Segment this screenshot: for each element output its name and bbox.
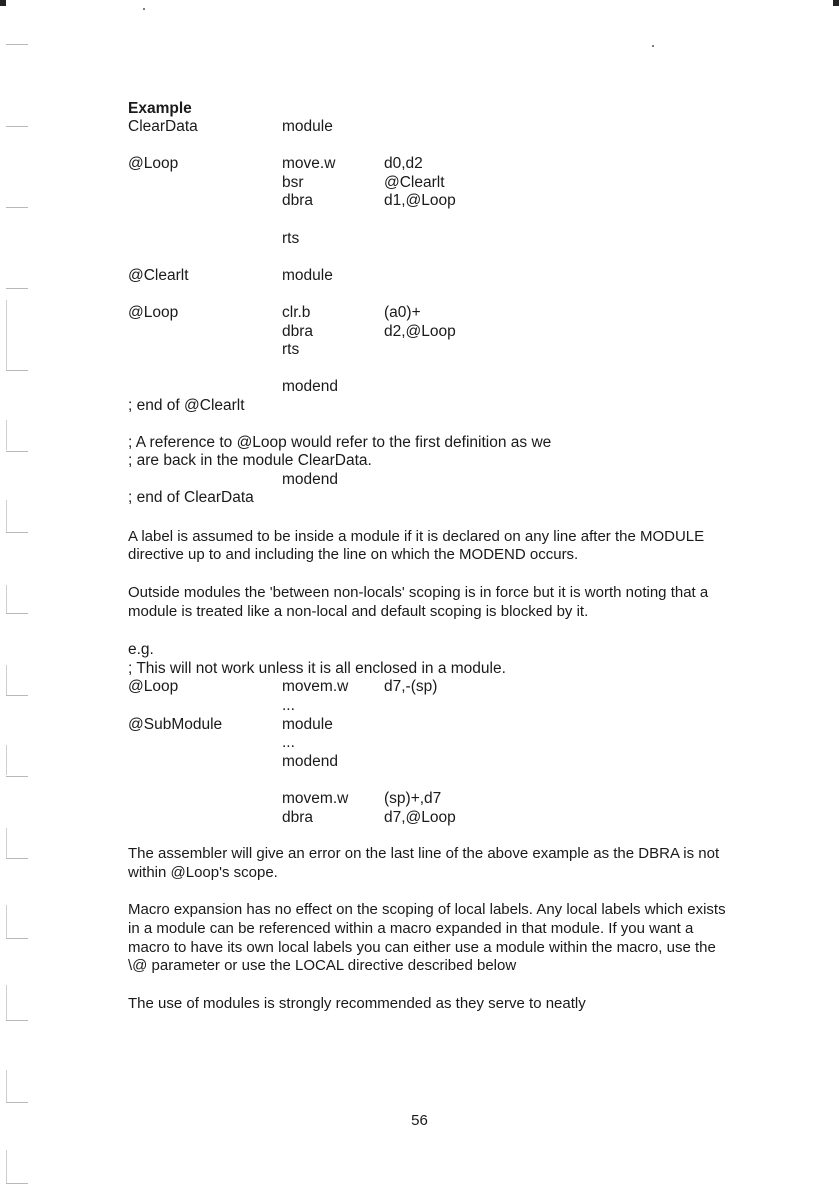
code-label: @Loop (128, 155, 179, 173)
code-comment: ; end of ClearData (128, 489, 254, 507)
body-paragraph: Macro expansion has no effect on the scoping of local labels. Any local labels which exists in a module can be referenced within a macro expanded in that module. If you want a macro to have its own local labels you can either use a module within the macro, use the \@ parameter or use the LOCAL directive described below (128, 901, 726, 975)
scan-speck (652, 45, 654, 47)
code-label: @Loop (128, 678, 179, 696)
code-opcode: movem.w (282, 678, 349, 696)
code-label: @SubModule (128, 715, 223, 733)
page-number: 56 (411, 1112, 428, 1129)
code-label: @Clearlt (128, 266, 189, 284)
code-opcode: move.w (282, 155, 336, 173)
code-opcode: modend (282, 470, 339, 488)
code-opcode: dbra (282, 322, 314, 340)
code-opcode: modend (282, 752, 339, 770)
code-line (128, 378, 728, 397)
code-comment: ; are back in the module ClearData. (128, 452, 372, 470)
code-line (128, 809, 728, 828)
code-operand: d7,-(sp) (384, 678, 438, 696)
code-line (128, 230, 728, 249)
page-content (128, 100, 728, 1013)
code-listing-1 (128, 118, 728, 416)
code-operand: (a0)+ (384, 303, 421, 321)
code-opcode: bsr (282, 173, 304, 191)
code-opcode: module (282, 715, 333, 733)
body-paragraph: Outside modules the 'between non-locals' scoping is in force but it is worth noting that a module is treated like a non-local and default scoping is blocked by it. (128, 584, 709, 620)
code-line (128, 323, 728, 342)
code-operand: d2,@Loop (384, 322, 456, 340)
code-operand: @Clearlt (384, 173, 445, 191)
code-opcode: ... (282, 697, 295, 715)
code-line (128, 790, 728, 809)
code-opcode: clr.b (282, 303, 311, 321)
code-line (128, 734, 728, 753)
code-opcode: rts (282, 341, 300, 359)
code-comment: ; This will not work unless it is all enclosed in a module. (128, 659, 506, 677)
code-line (128, 678, 728, 697)
code-line (128, 174, 728, 193)
code-line (128, 304, 728, 323)
body-paragraph: The use of modules is strongly recommended as they serve to neatly (128, 994, 586, 1012)
code-opcode: module (282, 118, 333, 135)
code-operand: d0,d2 (384, 155, 423, 173)
scan-corner-mark (833, 0, 839, 6)
code-opcode: dbra (282, 808, 314, 826)
scan-corner-mark (0, 0, 6, 6)
code-listing-2 (128, 678, 728, 827)
section-heading: Example (128, 100, 192, 117)
code-line (128, 471, 728, 490)
code-line (128, 341, 728, 360)
code-comment (128, 397, 728, 416)
code-line (128, 118, 728, 137)
code-comment: ; A reference to @Loop would refer to the first definition as we (128, 433, 552, 451)
code-opcode: ... (282, 734, 295, 752)
body-paragraph: The assembler will give an error on the last line of the above example as the DBRA is not within @Loop's scope. (128, 845, 720, 881)
code-operand: d1,@Loop (384, 192, 456, 210)
code-line (128, 753, 728, 772)
body-paragraph: A label is assumed to be inside a module if it is declared on any line after the MODULE directive up to and including the line on which the MODEND occurs. (128, 527, 705, 564)
code-line (128, 716, 728, 735)
code-label: ; end of @Clearlt (128, 396, 245, 414)
scan-speck (143, 8, 145, 10)
code-opcode: rts (282, 229, 300, 247)
code-label: @Loop (128, 303, 179, 321)
example-label: e.g. (128, 641, 154, 659)
code-opcode: movem.w (282, 790, 349, 807)
code-line (128, 697, 728, 716)
code-label: ClearData (128, 118, 198, 135)
code-line (128, 155, 728, 174)
code-line (128, 267, 728, 286)
code-opcode: module (282, 266, 333, 284)
code-operand: (sp)+,d7 (384, 790, 442, 807)
code-operand: d7,@Loop (384, 808, 456, 826)
code-line (128, 192, 728, 211)
code-opcode: dbra (282, 192, 314, 210)
code-opcode: modend (282, 378, 339, 396)
